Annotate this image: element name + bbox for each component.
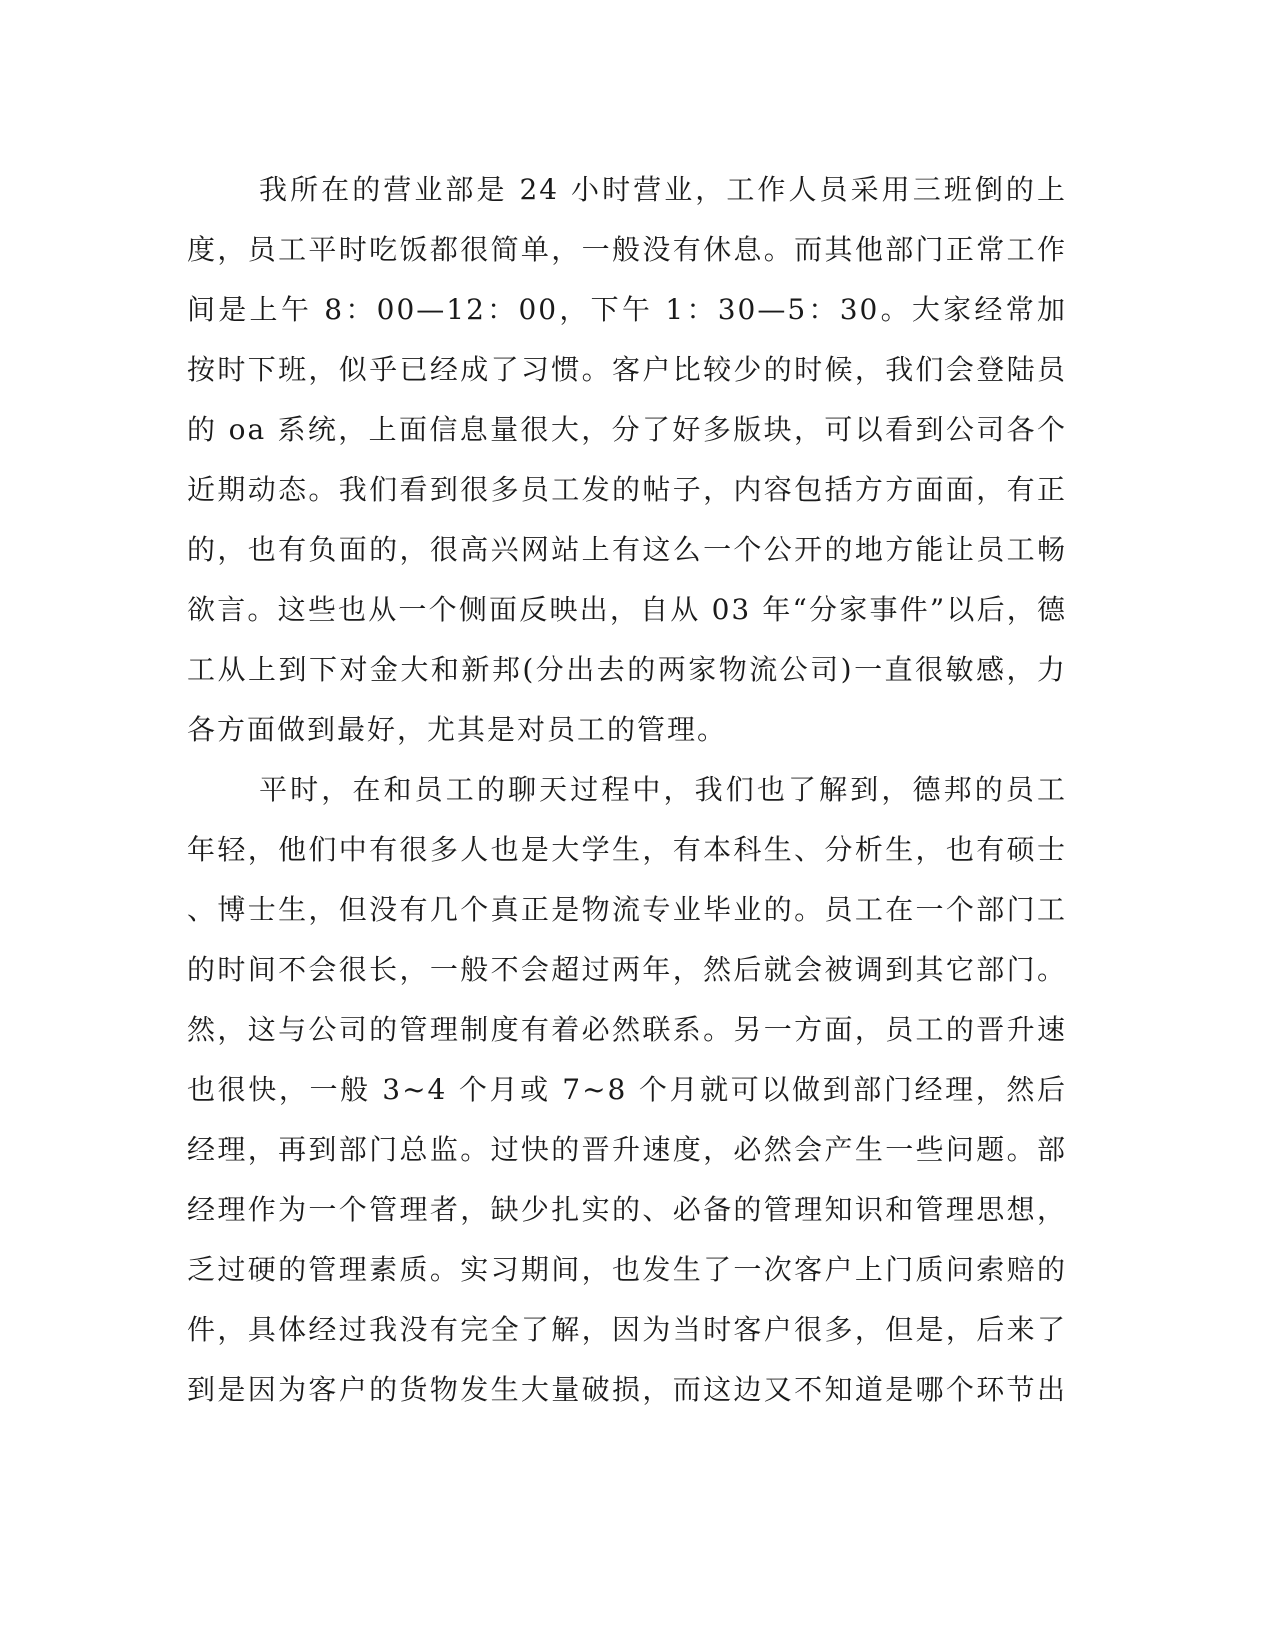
paragraph-2-line-9: 乏过硬的管理素质。实习期间，也发生了一次客户上门质问索赔的: [187, 1253, 1067, 1286]
paragraph-1-line-1: 我所在的营业部是 24 小时营业，工作人员采用三班倒的上: [259, 173, 1067, 206]
paragraph-2-line-11: 到是因为客户的货物发生大量破损，而这边又不知道是哪个环节出: [187, 1373, 1067, 1406]
paragraph-2-line-8: 经理作为一个管理者，缺少扎实的、必备的管理知识和管理思想，: [187, 1193, 1067, 1226]
paragraph-1-line-8: 欲言。这些也从一个侧面反映出，自从 03 年“分家事件”以后，德: [187, 593, 1067, 626]
paragraph-1-line-4: 按时下班，似乎已经成了习惯。客户比较少的时候，我们会登陆员: [187, 353, 1067, 386]
paragraph-1-line-2: 度，员工平时吃饭都很简单，一般没有休息。而其他部门正常工作: [187, 233, 1067, 266]
paragraph-2-line-1: 平时，在和员工的聊天过程中，我们也了解到，德邦的员工: [259, 773, 1067, 806]
paragraph-1-line-9: 工从上到下对金大和新邦(分出去的两家物流公司)一直很敏感，力: [187, 653, 1067, 686]
paragraph-2-line-6: 也很快，一般 3~4 个月或 7~8 个月就可以做到部门经理，然后: [187, 1073, 1067, 1106]
paragraph-2-line-2: 年轻，他们中有很多人也是大学生，有本科生、分析生，也有硕士: [187, 833, 1067, 866]
body-text: [187, 160, 1067, 1420]
paragraph-2-line-10: 件，具体经过我没有完全了解，因为当时客户很多，但是，后来了: [187, 1313, 1067, 1346]
paragraph-2-line-4: 的时间不会很长，一般不会超过两年，然后就会被调到其它部门。: [187, 953, 1067, 986]
paragraph-1-line-10: 各方面做到最好，尤其是对员工的管理。: [187, 713, 728, 746]
paragraph-1-line-7: 的，也有负面的，很高兴网站上有这么一个公开的地方能让员工畅: [187, 533, 1067, 566]
paragraph-2-line-3: 、博士生，但没有几个真正是物流专业毕业的。员工在一个部门工: [187, 893, 1067, 926]
paragraph-2-line-7: 经理，再到部门总监。过快的晋升速度，必然会产生一些问题。部: [187, 1133, 1067, 1166]
paragraph-2-line-5: 然，这与公司的管理制度有着必然联系。另一方面，员工的晋升速: [187, 1013, 1067, 1046]
paragraph-1-line-3: 间是上午 8：00—12：00，下午 1：30—5：30。大家经常加: [187, 293, 1067, 326]
paragraph-1-line-5: 的 oa 系统，上面信息量很大，分了好多版块，可以看到公司各个: [187, 413, 1067, 446]
paragraph-1-line-6: 近期动态。我们看到很多员工发的帖子，内容包括方方面面，有正: [187, 473, 1067, 506]
